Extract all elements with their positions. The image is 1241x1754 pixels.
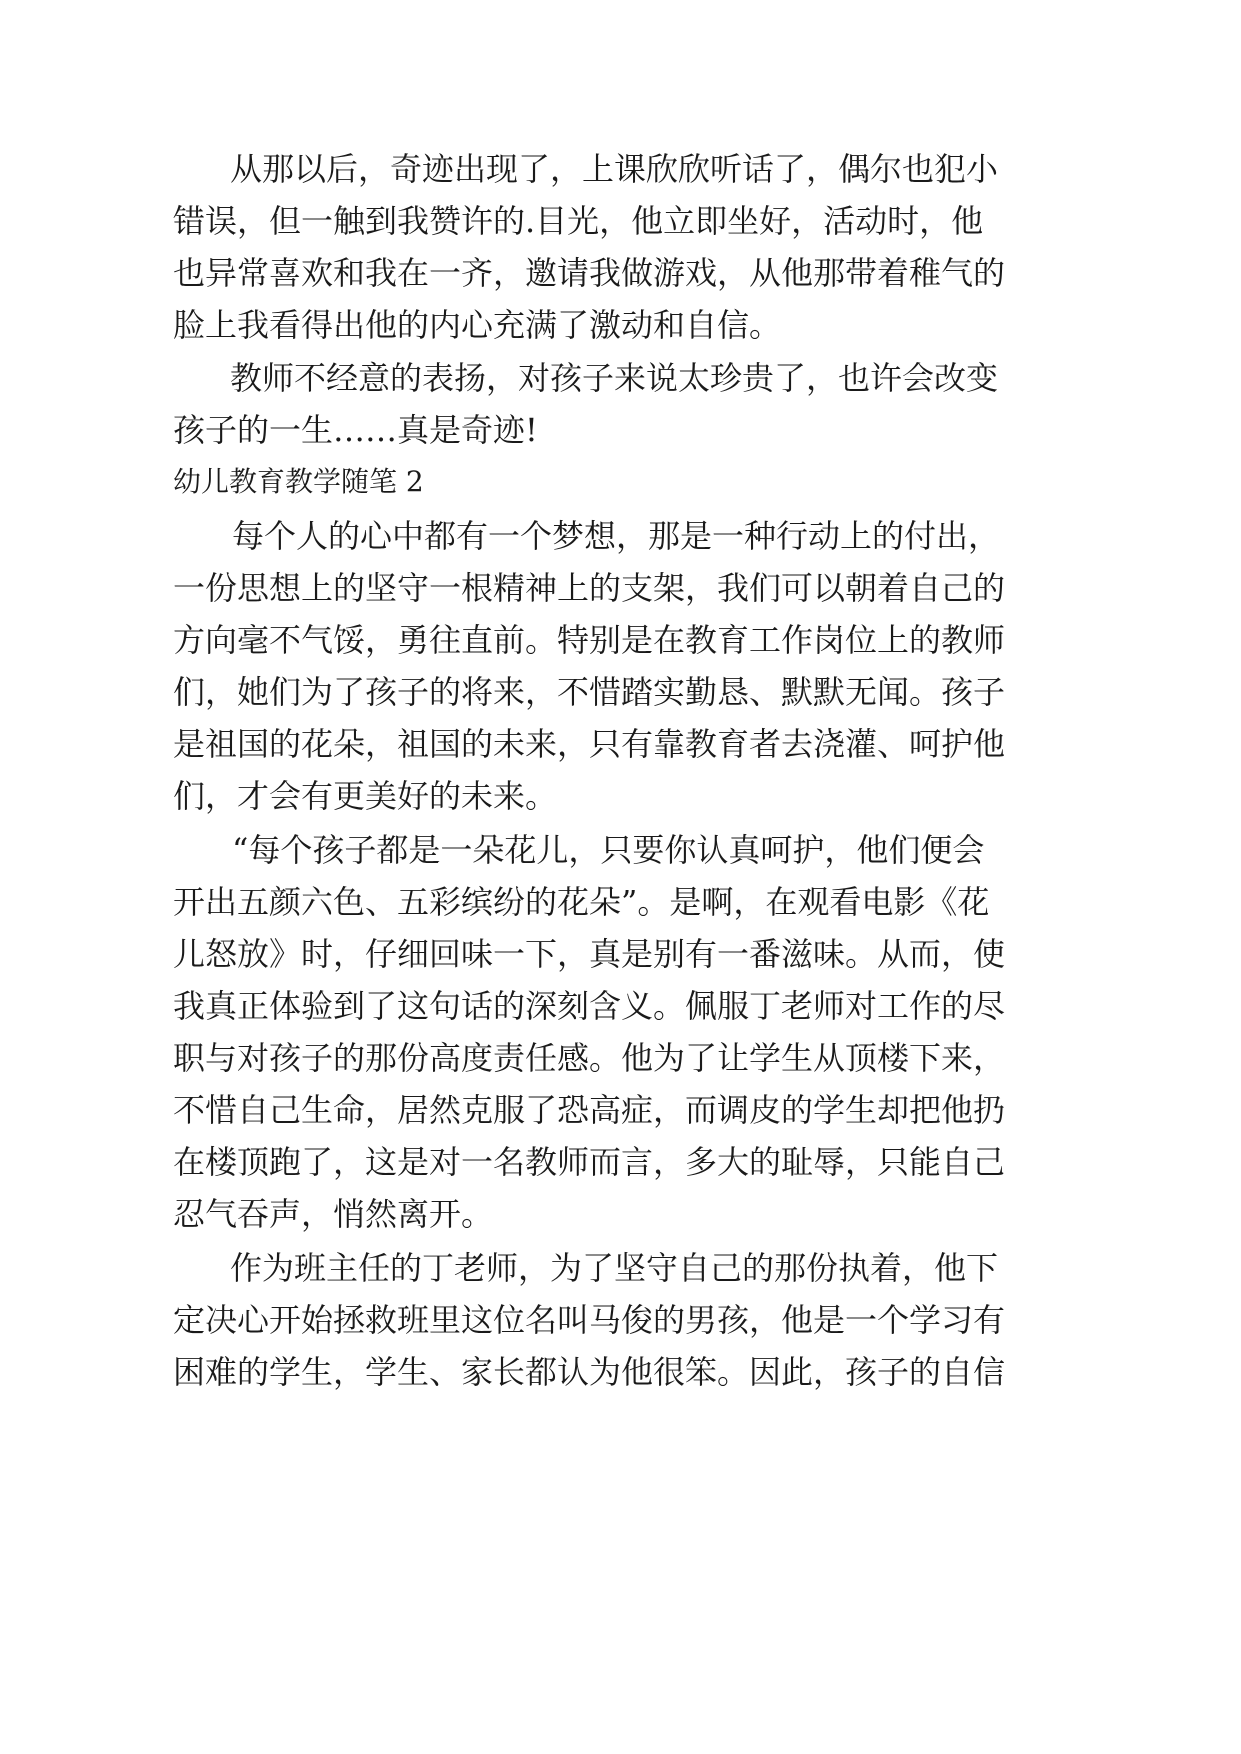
paragraph-5-line-3: 困难的学生，学生、家长都认为他很笨。因此，孩子的自信 [173, 1353, 1006, 1391]
paragraph-1-line-4: 脸上我看得出他的内心充满了激动和自信。 [173, 306, 782, 344]
paragraph-2-line-2: 孩子的一生……真是奇迹! [173, 411, 538, 449]
paragraph-3-line-4: 们，她们为了孩子的将来，不惜踏实勤恳、默默无闻。孩子 [173, 673, 1006, 711]
paragraph-3-line-6: 们，才会有更美好的未来。 [173, 777, 558, 815]
paragraph-4-line-3: 儿怒放》时，仔细回味一下，真是别有一番滋味。从而，使 [173, 935, 1006, 973]
paragraph-5-line-1: 作为班主任的丁老师，为了坚守自己的那份执着，他下 [230, 1249, 999, 1287]
paragraph-3-line-5: 是祖国的花朵，祖国的未来，只有靠教育者去浇灌、呵护他 [173, 725, 1006, 763]
paragraph-4-line-4: 我真正体验到了这句话的深刻含义。佩服丁老师对工作的尽 [173, 987, 1006, 1025]
paragraph-4-line-7: 在楼顶跑了，这是对一名教师而言，多大的耻辱，只能自己 [173, 1143, 1006, 1181]
paragraph-5-line-2: 定决心开始拯救班里这位名叫马俊的男孩，他是一个学习有 [173, 1301, 1006, 1339]
section-title: 幼儿教育教学随笔 2 [173, 465, 424, 498]
paragraph-3-line-2: 一份思想上的坚守一根精神上的支架，我们可以朝着自己的 [173, 569, 1006, 607]
paragraph-1-line-1: 从那以后，奇迹出现了，上课欣欣听话了，偶尔也犯小 [230, 150, 999, 188]
paragraph-4-line-2: 开出五颜六色、五彩缤纷的花朵”。是啊，在观看电影《花 [173, 883, 990, 921]
paragraph-4-line-6: 不惜自己生命，居然克服了恐高症，而调皮的学生却把他扔 [173, 1091, 1006, 1129]
paragraph-2-line-1: 教师不经意的表扬，对孩子来说太珍贵了，也许会改变 [230, 359, 999, 397]
paragraph-4-line-8: 忍气吞声，悄然离开。 [173, 1195, 494, 1233]
paragraph-4-line-1: “每个孩子都是一朵花儿，只要你认真呵护，他们便会 [232, 831, 985, 869]
paragraph-1-line-2: 错误，但一触到我赞许的.目光，他立即坐好，活动时，他 [173, 202, 984, 240]
paragraph-1-line-3: 也异常喜欢和我在一齐，邀请我做游戏，从他那带着稚气的 [173, 254, 1006, 292]
paragraph-3-line-3: 方向毫不气馁，勇往直前。特别是在教育工作岗位上的教师 [173, 621, 1006, 659]
paragraph-4-line-5: 职与对孩子的那份高度责任感。他为了让学生从顶楼下来， [173, 1039, 1006, 1077]
paragraph-3-line-1: 每个人的心中都有一个梦想，那是一种行动上的付出， [232, 517, 1001, 555]
